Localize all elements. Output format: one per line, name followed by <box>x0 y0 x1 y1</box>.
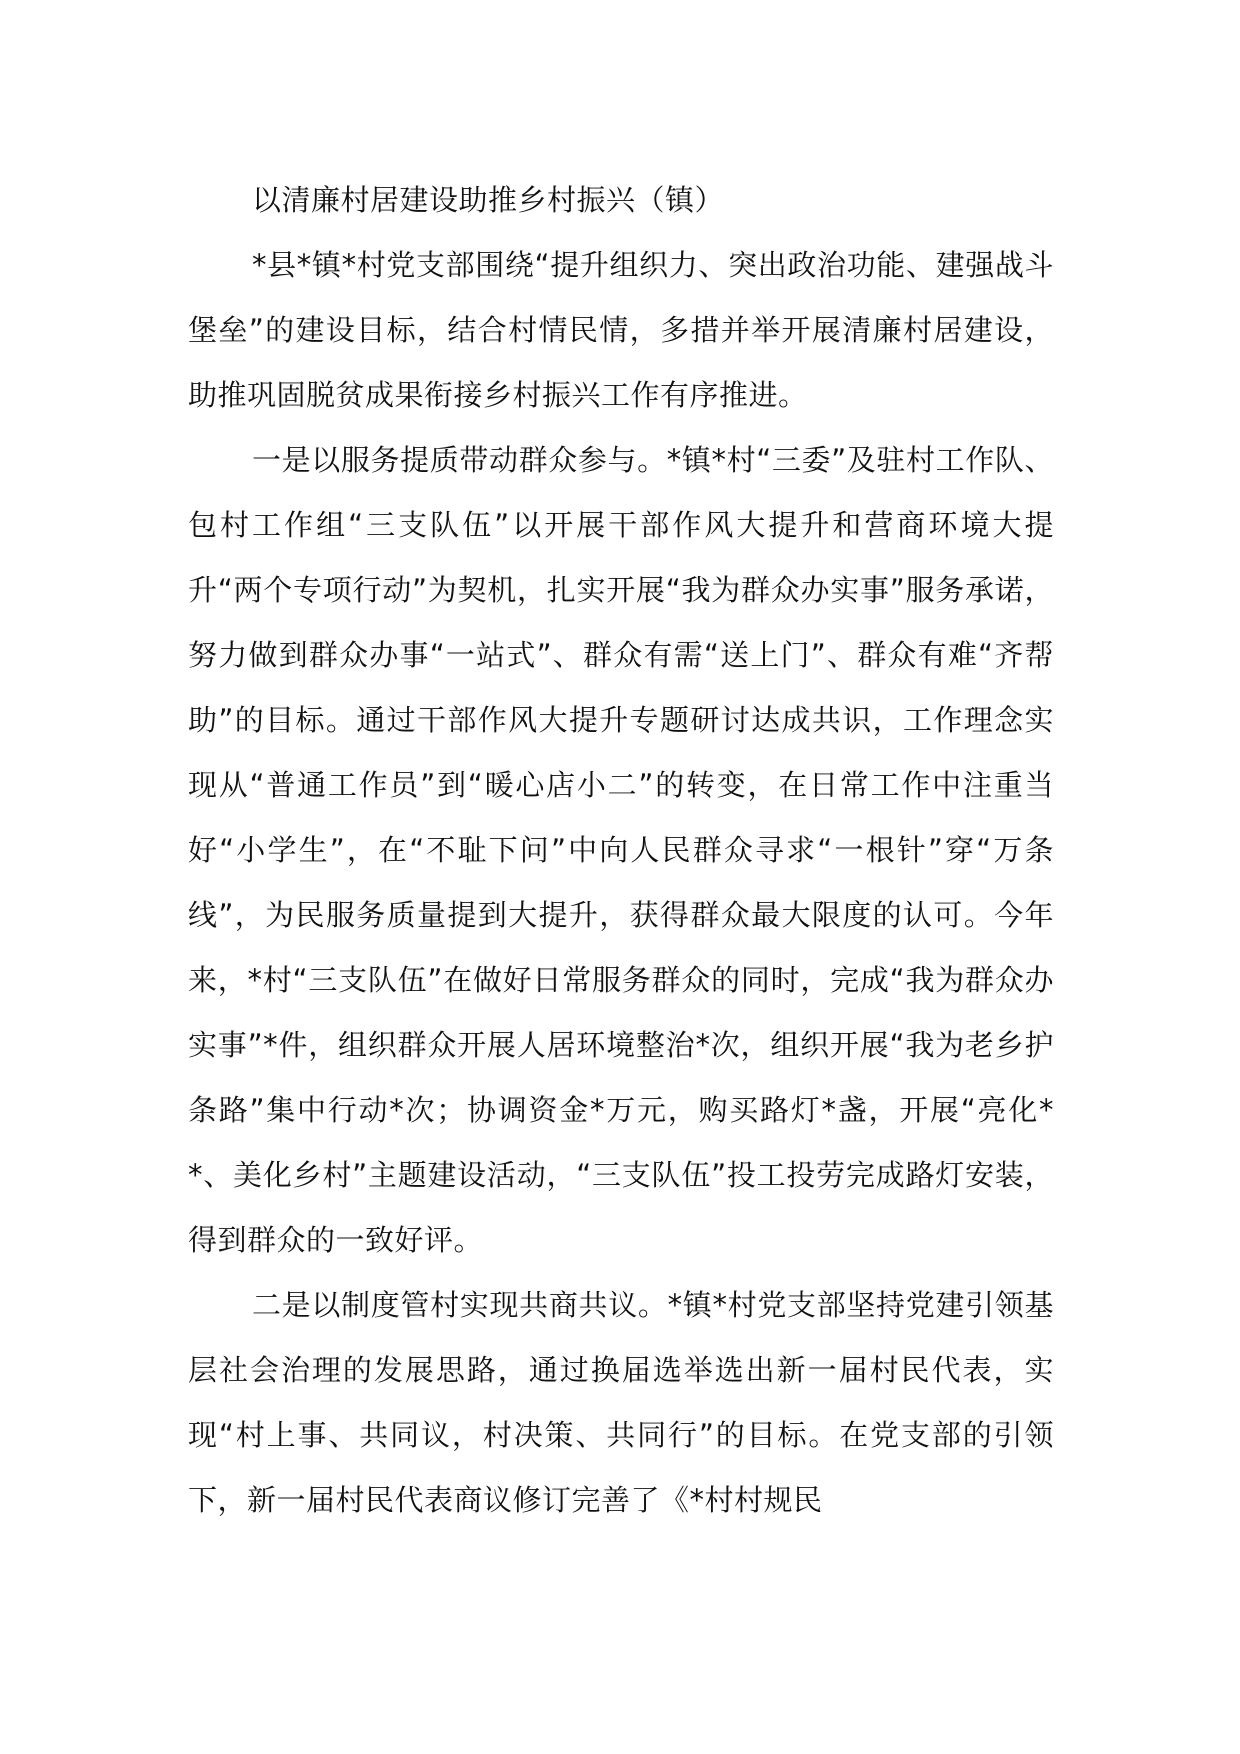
paragraph-intro: *县*镇*村党支部围绕“提升组织力、突出政治功能、建强战斗堡垒”的建设目标，结合村情民情，多措并举开展清廉村居建设，助推巩固脱贫成果衔接乡村振兴工作有序推进。 <box>188 248 1054 412</box>
document-body <box>188 168 1054 1533</box>
paragraph-service: 一是以服务提质带动群众参与。*镇*村“三委”及驻村工作队、包村工作组“三支队伍”以开展干部作风大提升和营商环境大提升“两个专项行动”为契机，扎实开展“我为群众办实事”服务承诺，努力做到群众办事“一站式”、群众有需“送上门”、群众有难“齐帮助”的目标。通过干部作风大提升专题研讨达成共识，工作理念实现从“普通工作员”到“暖心店小二”的转变，在日常工作中注重当好“小学生”，在“不耻下问”中向人民群众寻求“一根针”穿“万条线”，为民服务质量提到大提升，获得群众最大限度的认可。今年来，*村“三支队伍”在做好日常服务群众的同时，完成“我为群众办实事”*件，组织群众开展人居环境整治*次，组织开展“我为老乡护条路”集中行动*次；协调资金*万元，购买路灯*盏，开展“亮化**、美化乡村”主题建设活动，“三支队伍”投工投劳完成路灯安装，得到群众的一致好评。 <box>188 443 1054 1257</box>
document-title: 以清廉村居建设助推乡村振兴（镇） <box>252 183 725 217</box>
paragraph-system: 二是以制度管村实现共商共议。*镇*村党支部坚持党建引领基层社会治理的发展思路，通过换届选举选出新一届村民代表，实现“村上事、共同议，村决策、共同行”的目标。在党支部的引领下，新一届村民代表商议修订完善了《*村村规民 <box>188 1288 1054 1517</box>
